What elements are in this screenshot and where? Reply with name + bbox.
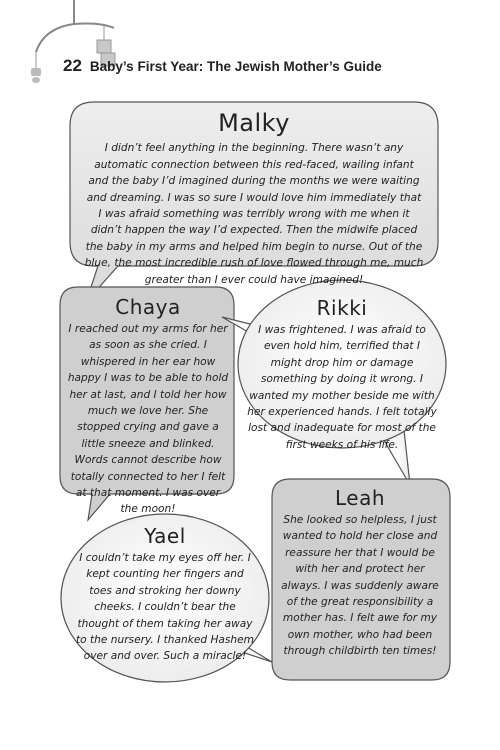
quote-leah — [276, 487, 444, 660]
quote-name: Rikki — [316, 296, 368, 320]
quote-yael — [76, 525, 254, 665]
quote-name: Malky — [218, 109, 290, 137]
quote-chaya — [66, 296, 230, 518]
quote-rikki — [247, 297, 437, 453]
quote-text: I reached out my arms for her as soon as she cried. I whispered in her ear how happy I was to be able to hold her at last, and I told her how much we love her. She stopped crying and gave a little sneeze and blinked. Words cannot describe how totally connected to her I felt at that moment. I was over the moon! — [67, 323, 229, 516]
running-title: Baby’s First Year: The Jewish Mother’s Guide — [89, 59, 382, 74]
quote-text: I didn’t feel anything in the beginning. There wasn’t any automatic connection between this red-faced, wailing infant and the baby I’d imagined during the months we were waiting and dreaming. I was so sure I would love him immediately that I was afraid something was terribly wrong with me when it didn’t happen the way I’d expected. Then the midwife placed the baby in my arms and helped him begin to nurse. Out of the blue, the most incredible rush of love flowed through me, much greater than I ever could have imagined! — [84, 142, 424, 286]
quote-name: Chaya — [115, 295, 181, 319]
quote-name: Leah — [334, 486, 386, 510]
quote-malky — [84, 110, 424, 288]
quote-text: I was frightened. I was afraid to even hold him, terrified that I might drop him or damage something by doing it wrong. I wanted my mother beside me with her experienced hands. I felt totally lost and inadequate for most of the first weeks of his life. — [247, 324, 437, 451]
quote-text: I couldn’t take my eyes off her. I kept counting her fingers and toes and stroking her downy cheeks. I couldn’t bear the thought of them taking her away to the nursery. I thanked Hashem over and over. Such a miracle! — [76, 552, 254, 663]
page-number: 22 — [63, 56, 82, 75]
quote-name: Yael — [144, 524, 186, 548]
quote-text: She looked so helpless, I just wanted to hold her close and reassure her that I would be with her and protect her always. I was suddenly aware of the great responsibility a mother has. I felt awe for my own mother, who had been through childbirth ten times! — [281, 514, 439, 658]
